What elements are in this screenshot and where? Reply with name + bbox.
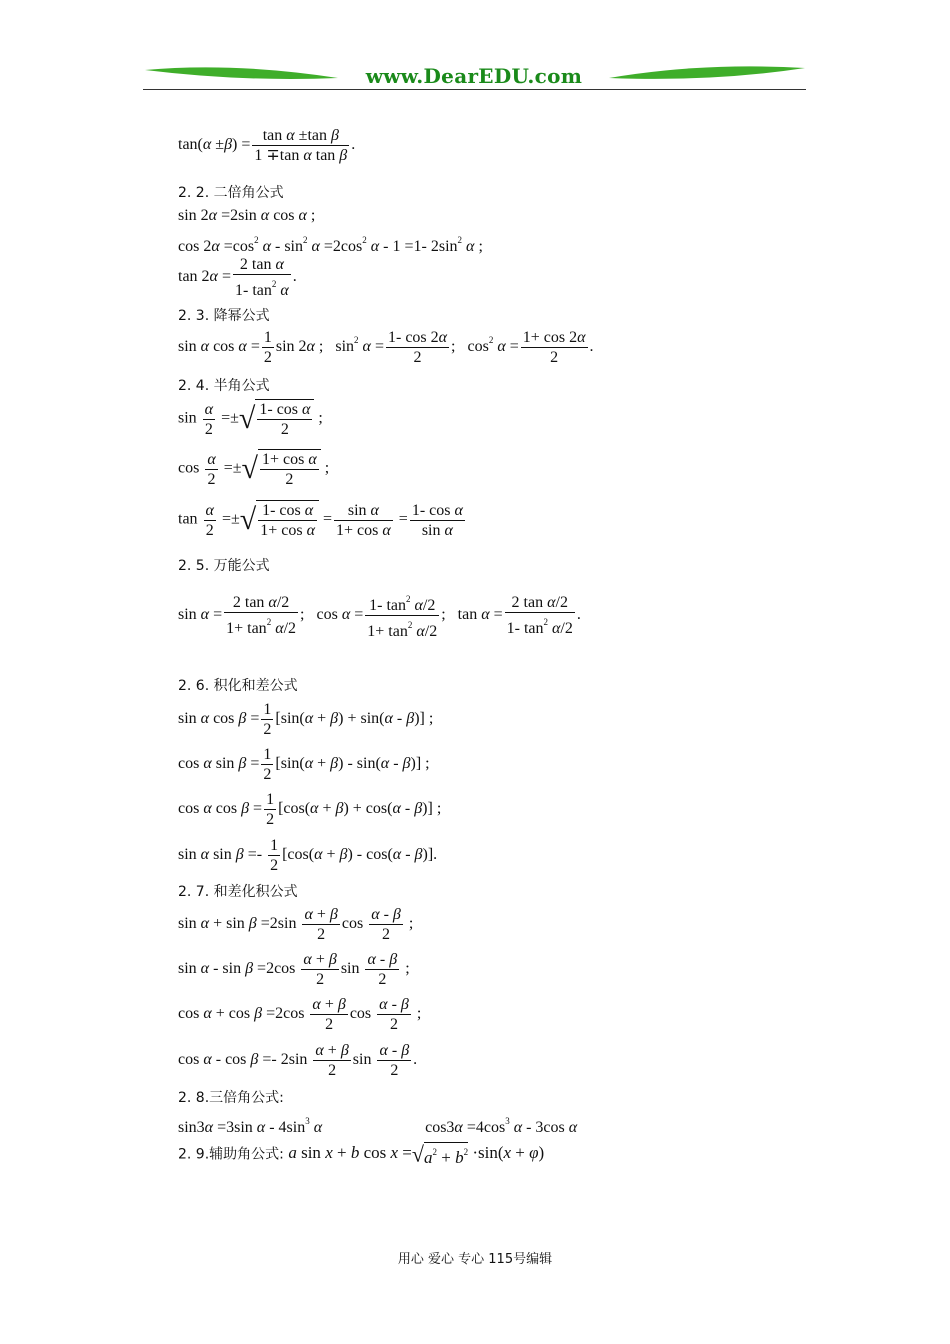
auxiliary-label: 2. 9.辅助角公式: [178,1146,284,1163]
section-title-triple-angle: 2. 8.三倍角公式: [178,1090,284,1106]
page-header [143,60,806,94]
section-title-sum-to-product: 2. 7. 和差化积公式 [178,884,298,900]
formula-triple-angle: sin3α =3sin α - $4\sin^3$ α $\cos 3\alpha =4\cos^3$ α - 3cos α [178,1116,578,1136]
header-rule [143,89,806,90]
formula-tan-double: tan 2α = $\frac{\text{2 tan α}}{1- \tan^2 \alpha}$ . [178,256,297,299]
section-title-half-angle: 2. 4. 半角公式 [178,378,270,394]
page-footer: 用心 爱心 专心 115号编辑 [397,1252,553,1267]
formula-product-sum-1: sin α cos β = $\frac{1}{2}$ [sin(α + β) + sin(α - β)] ; [178,701,434,738]
section-title-product-to-sum: 2. 6. 积化和差公式 [178,678,298,694]
formula-sin-half: sin $\frac{\alpha}{2}$ =±√ $\frac{\text{1- cos α}}{2}$ ; [178,400,323,438]
formula-tan-sum: tan(α ±β) = $\frac{\text{tan α ±tan β}}{\text{1 ∓tan α tan β}}$ . [178,127,356,164]
formula-power-reduction: sin α cos α = $\frac{1}{2}$ sin 2α ; $\sin^2 \alpha$ = $\frac{1- \cos 2\alpha}{2}$ ; $\cos^2 \alpha$ = $\frac{1+ \cos 2\alpha}{2}$ . [178,329,594,366]
section-title-power-reduction: 2. 3. 降幂公式 [178,308,270,324]
formula-sum-product-3: cos α + cos β =2cos $\frac{\alpha + \beta}{2}$ cos $\frac{\alpha - \beta}{2}$ ; [178,996,422,1033]
section-title-auxiliary-angle: 2. 9.辅助角公式: a sin x + b $\cos x =√a^2 + b^2 \cdot\sin(x + \varphi)$ [178,1141,545,1167]
formula-universal: sin α = $\frac{\text{2 tan α/2}}{1+ \tan^2 \alpha/2}$ ; cos α = $\frac{1- \tan^2 \alpha/2}{1+ \tan^2 \alpha/2}$ ; tan α = $\frac{\text{2 tan α/2}}{1- \tan^2 \alpha/2}$ . [178,590,581,641]
formula-sin-double: sin 2α =2sin α cos α ; [178,207,316,224]
formula-sum-product-1: sin α + sin β =2sin $\frac{\alpha + \beta}{2}$ cos $\frac{\alpha - \beta}{2}$ ; [178,906,414,943]
section-title-universal: 2. 5. 万能公式 [178,558,270,574]
site-logo-text: www.DearEDU.com [365,64,583,88]
formula-product-sum-3: cos α cos β = $\frac{1}{2}$ [cos(α + β) + cos(α - β)] ; [178,791,442,828]
formula-cos-double: $\cos 2\alpha =\cos^2$ $\alpha - \sin^2 \alpha =2\cos^2$ α - 1 =1- $2\sin^2$ α ; [178,235,483,255]
formula-sum-product-2: sin α - sin β =2cos $\frac{\alpha + \beta}{2}$ sin $\frac{\alpha - \beta}{2}$ ; [178,951,410,988]
formula-tan-half: tan $\frac{\alpha}{2}$ =±√ $\frac{\text{1- cos α}}{\text{1+ cos α}}$ = $\frac{\text{sin α}}{\text{1+ cos α}}$ = $\frac{\text{1- cos α}}{\text{sin α}}$ [178,501,463,539]
formula-sum-product-4: cos α - cos β =- 2sin $\frac{\alpha + \beta}{2}$ sin $\frac{\alpha - \beta}{2}$ . [178,1042,418,1079]
formula-product-sum-2: cos α sin β = $\frac{1}{2}$ [sin(α + β) - sin(α - β)] ; [178,746,430,783]
formula-cos-half: cos $\frac{\alpha}{2}$ =±√ $\frac{\text{1+ cos α}}{2}$ ; [178,450,330,488]
section-title-double-angle: 2. 2. 二倍角公式 [178,185,284,201]
formula-product-sum-4: sin α sin β =- $\frac{1}{2}$ [cos(α + β) - cos(α - β)]. [178,837,438,874]
